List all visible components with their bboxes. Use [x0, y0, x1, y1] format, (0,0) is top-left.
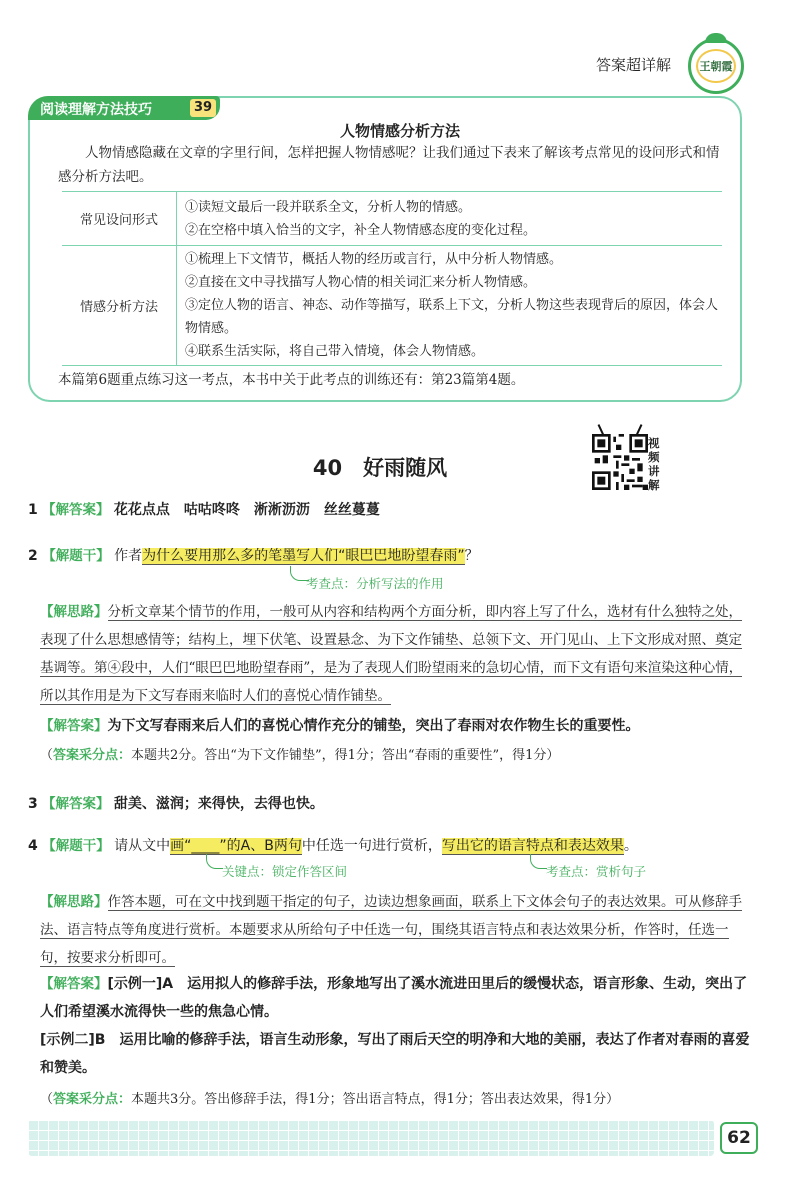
- answer-text: 花花点点 咕咕咚咚 淅淅沥沥 丝丝蔓蔓: [113, 502, 380, 518]
- score-note: （答案采分点：本题共3分。答出修辞手法，得1分；答出语言特点，得1分；答出表达效果，得1分）: [40, 1092, 620, 1107]
- stem-tag: 【解题干】: [42, 838, 110, 854]
- page-number: 62: [720, 1122, 758, 1154]
- score-tag: 答案采分点：: [53, 748, 132, 763]
- tips-intro-text: 人物情感隐藏在文章的字里行间，怎样把握人物情感呢？让我们通过下表来了解该考点常见的设问形式和情感分析方法吧。: [58, 145, 720, 185]
- table-value: [177, 246, 723, 366]
- score-tag: 答案采分点：: [53, 1092, 132, 1107]
- thinking-tag: 【解思路】: [40, 604, 108, 620]
- thinking-text: 分析文章某个情节的作用，一般可从内容和结构两个方面分析，即内容上写了什么，选材有什么独特之处，表现了什么思想感情等；结构上，埋下伏笔、设置悬念、为下文作铺垫、总领下文、开门见山、上下文形成对照、奠定基调等。第④段中，人们“眼巴巴地盼望春雨”，是为了表现人们盼望雨来的急切心情，而下文有语句来渲染这种心情，所以其作用是为下文写春雨来临时人们的喜悦心情作铺垫。: [40, 604, 743, 704]
- answer-tag: 【解答案】: [42, 796, 110, 812]
- table-label: 情感分析方法: [62, 246, 177, 366]
- stem-tag: 【解题干】: [42, 548, 110, 564]
- list-item: ④联系生活实际，将自己带入情境，体会人物情感。: [185, 344, 485, 359]
- tips-tab-number: 39: [190, 99, 216, 117]
- question-3: [28, 790, 324, 818]
- question-number: 2: [28, 548, 38, 564]
- stem-suffix: ？: [464, 548, 479, 564]
- score-text: 本题共2分。答出“为下文作铺垫”，得1分；答出“春雨的重要性”，得1分）: [131, 748, 560, 763]
- answer-block: [40, 712, 750, 740]
- solution-thinking: [40, 598, 750, 710]
- score-text: 本题共3分。答出修辞手法，得1分；答出语言特点，得1分；答出表达效果，得1分）: [131, 1092, 620, 1107]
- answer-text: 为下文写春雨来后人们的喜悦心情作充分的铺垫，突出了春雨对农作物生长的重要性。: [107, 718, 640, 734]
- answer-example-1: [示例一]A 运用拟人的修辞手法，形象地写出了溪水流进田里后的缓慢状态，语言形象、生动，突出了人们希望溪水流得快一些的焦急心情。: [40, 976, 748, 1020]
- tips-table: [62, 191, 722, 366]
- stem-prefix: 作者: [114, 548, 143, 564]
- answer-tag: 【解答案】: [40, 976, 108, 992]
- tips-title: 人物情感分析方法: [339, 122, 460, 140]
- question-number: 3: [28, 796, 38, 812]
- answer-example-2: [示例二]B 运用比喻的修辞手法，语言生动形象，写出了雨后天空的明净和大地的美丽，表达了作者对春雨的喜爱和赞美。: [40, 1032, 750, 1076]
- tips-footer: 本篇第6题重点练习这一考点，本书中关于此考点的训练还有：第23篇第4题。: [58, 372, 525, 388]
- table-row: [62, 246, 722, 366]
- answer-block: [40, 970, 750, 1082]
- table-label: 常见设问形式: [62, 192, 177, 246]
- stem-highlight: 为什么要用那么多的笔墨写人们“眼巴巴地盼望春雨”: [142, 548, 465, 564]
- thinking-tag: 【解思路】: [40, 894, 108, 910]
- question-1: [28, 496, 380, 524]
- answer-text: 甜美、滋润；来得快，去得也快。: [113, 796, 324, 812]
- score-note: （答案采分点：本题共2分。答出“为下文作铺垫”，得1分；答出“春雨的重要性”，得1分）: [40, 748, 560, 763]
- stem-highlight: 写出它的语言特点和表达效果: [441, 838, 624, 854]
- qr-code-icon[interactable]: [592, 434, 648, 490]
- list-item: ②在空格中填入恰当的文字，补全人物情感态度的变化过程。: [185, 222, 537, 238]
- list-item: ③定位人物的语言、神态、动作等描写，联系上下文，分析人物这些表现背后的原因，体会人物情感。: [185, 298, 719, 336]
- stem-text: 请从文中: [114, 838, 171, 854]
- answer-tag: 【解答案】: [42, 502, 110, 518]
- annotation-note: 关键点：锁定作答区间: [222, 864, 348, 879]
- question-number: 1: [28, 502, 38, 518]
- annotation-note: 考查点：分析写法的作用: [306, 576, 444, 591]
- logo-text: 王朝霞: [696, 49, 736, 83]
- footer-band: [28, 1120, 714, 1156]
- stem-text: 中任选一句进行赏析，: [301, 838, 442, 854]
- thinking-text: 作答本题，可在文中找到题干指定的句子，边读边想象画面，联系上下文体会句子的表达效果。可从修辞手法、语言特点等角度进行赏析。本题要求从所给句子中任选一句，围绕其语言特点和表达效果分析，作答时，任选一句，按要求分析即可。: [40, 894, 742, 966]
- header-title: 答案超详解: [596, 56, 672, 74]
- article-title: 40 好雨随风: [312, 456, 448, 480]
- tips-intro: [58, 141, 724, 189]
- annotation-arrow-icon: [530, 854, 547, 869]
- table-row: [62, 192, 722, 246]
- annotation-arrow-icon: [206, 854, 223, 869]
- list-item: ①梳理上下文情节，概括人物的经历或言行，从中分析人物情感。: [185, 252, 563, 267]
- table-value: [177, 192, 723, 246]
- list-item: ②直接在文中寻找描写人物心情的相关词汇来分析人物情感。: [185, 275, 537, 290]
- question-2: [28, 542, 479, 570]
- question-number: 4: [28, 838, 38, 854]
- tips-tab-label: 阅读理解方法技巧: [40, 102, 152, 118]
- annotation-note: 考查点：赏析句子: [546, 864, 647, 879]
- solution-thinking: [40, 888, 750, 972]
- stem-highlight: 画“____”的A、B两句: [170, 838, 302, 854]
- logo-leaf-icon: [705, 33, 727, 43]
- stem-text: 。: [623, 838, 638, 854]
- answer-tag: 【解答案】: [40, 718, 108, 734]
- video-label: 视频讲解: [648, 436, 660, 492]
- list-item: ①读短文最后一段并联系全文，分析人物的情感。: [185, 199, 472, 215]
- brand-logo: [688, 38, 744, 94]
